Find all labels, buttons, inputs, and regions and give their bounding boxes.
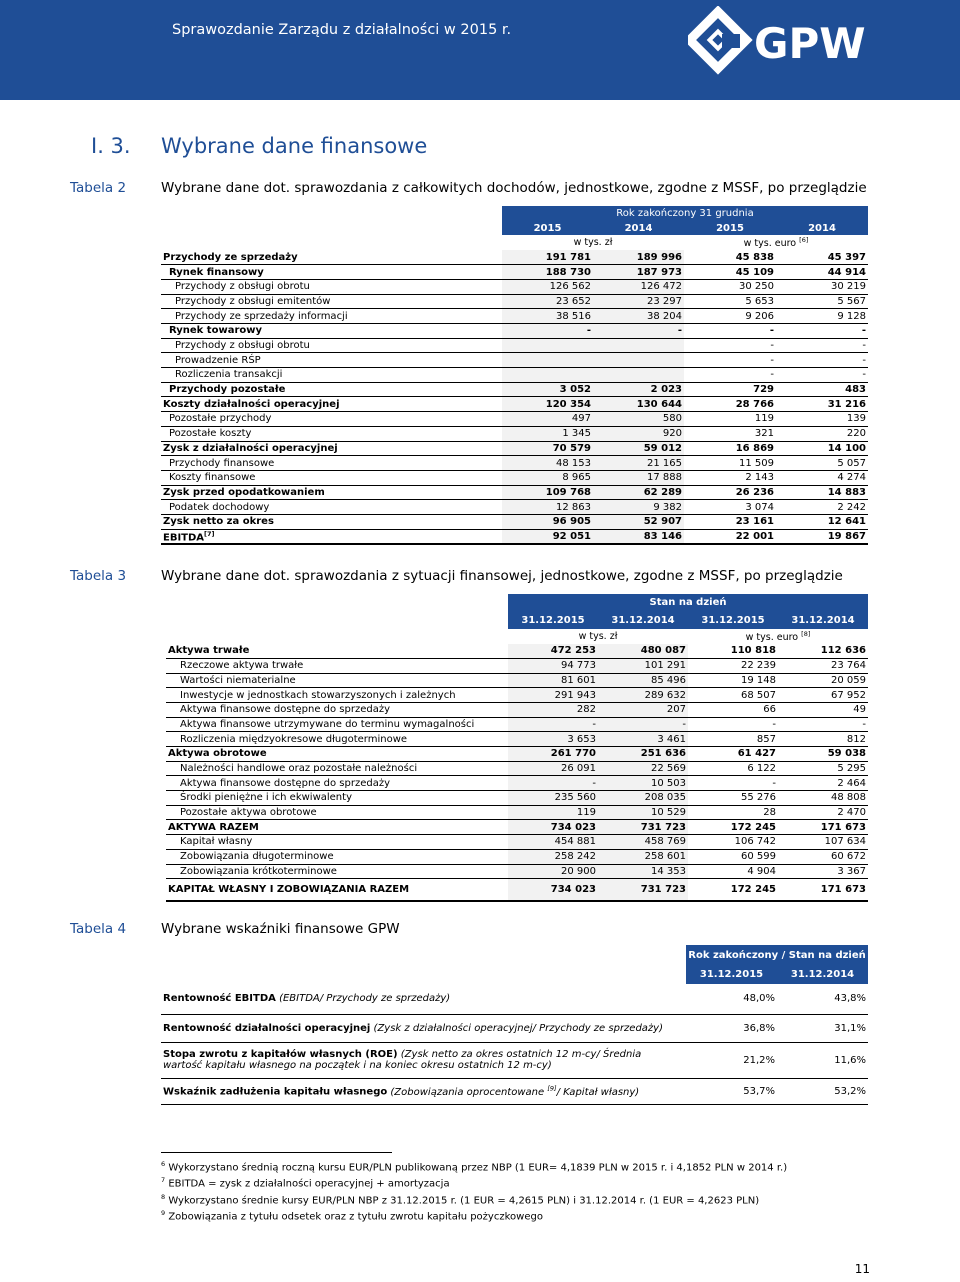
- table-row: [166, 688, 868, 703]
- cell-value: 207: [598, 702, 688, 717]
- cell-value: 10 503: [598, 776, 688, 791]
- table-row: [161, 426, 868, 441]
- table4-date: 31.12.2014: [777, 965, 868, 984]
- cell-value: 291 943: [508, 688, 598, 703]
- footnote-number: 8: [161, 1192, 166, 1201]
- table4-label: Tabela 4: [70, 921, 127, 937]
- cell-value: 110 818: [688, 644, 778, 659]
- table-row: [161, 353, 868, 368]
- table-row: [166, 702, 868, 717]
- cell-value: 920: [593, 426, 684, 441]
- table3: [166, 594, 868, 902]
- table-row: [161, 324, 868, 339]
- row-label: Aktywa trwałe: [166, 644, 508, 659]
- row-label: Aktywa finansowe dostępne do sprzedaży: [166, 702, 508, 717]
- table4-caption: Wybrane wskaźniki finansowe GPW: [161, 921, 400, 937]
- cell-value: 497: [502, 412, 593, 427]
- row-label: Aktywa finansowe utrzymywane do terminu wymagalności: [166, 717, 508, 732]
- table2-label: Tabela 2: [70, 180, 127, 196]
- cell-value: 1 345: [502, 426, 593, 441]
- cell-value: -: [776, 353, 868, 368]
- table3-date: 31.12.2015: [688, 611, 778, 629]
- footnote-text: Wykorzystano średnią roczną kursu EUR/PLN publikowaną przez NBP (1 EUR= 4,1839 PLN w 2015 r. i 4,1852 PLN w 2014 r.): [165, 1162, 788, 1174]
- cell-value: 729: [684, 382, 776, 397]
- cell-value: 107 634: [778, 835, 868, 850]
- cell-value: 109 768: [502, 485, 593, 500]
- row-label: Środki pieniężne i ich ekwiwalenty: [166, 791, 508, 806]
- row-label: Zysk przed opodatkowaniem: [161, 485, 502, 500]
- row-label: AKTYWA RAZEM: [166, 820, 508, 835]
- table-row: [166, 673, 868, 688]
- row-label: Zysk z działalności operacyjnej: [161, 441, 502, 456]
- cell-value: 26 236: [684, 485, 776, 500]
- cell-value: 38 516: [502, 309, 593, 324]
- cell-value: 472 253: [508, 644, 598, 659]
- footnote: [161, 1174, 787, 1190]
- cell-value: 126 562: [502, 279, 593, 294]
- table-row: [166, 791, 868, 806]
- cell-value: -: [502, 324, 593, 339]
- cell-value: 52 907: [593, 514, 684, 529]
- cell-value: 119: [508, 805, 598, 820]
- section-number: I. 3.: [91, 134, 131, 158]
- table3-label: Tabela 3: [70, 568, 127, 584]
- row-label: Koszty finansowe: [161, 470, 502, 485]
- cell-value: -: [684, 338, 776, 353]
- row-label: Pozostałe koszty: [161, 426, 502, 441]
- ratio-value: 21,2%: [743, 1054, 775, 1066]
- row-label: Rozliczenia transakcji: [161, 368, 502, 383]
- table-row: [161, 456, 868, 471]
- table3-unit-eur: w tys. euro [8]: [745, 629, 811, 643]
- table-row: [161, 250, 868, 265]
- cell-value: 282: [508, 702, 598, 717]
- cell-value: 62 289: [593, 485, 684, 500]
- row-label: Zobowiązania długoterminowe: [166, 849, 508, 864]
- cell-value: 22 001: [735, 530, 774, 542]
- cell-value: 22 239: [688, 658, 778, 673]
- row-label: Rzeczowe aktywa trwałe: [166, 658, 508, 673]
- footnote-number: 7: [161, 1176, 166, 1185]
- row-label: Pozostałe przychody: [161, 412, 502, 427]
- cell-value: 20 059: [778, 673, 868, 688]
- ratio-value: 48,0%: [743, 993, 775, 1005]
- table3-group-header: Stan na dzień: [508, 594, 868, 611]
- cell-value: 81 601: [508, 673, 598, 688]
- cell-value: -: [598, 717, 688, 732]
- footnote-text: Wykorzystano średnie kursy EUR/PLN NBP z 31.12.2015 r. (1 EUR = 4,2615 PLN) i 31.12.2014 r. (1 EUR = 4,2623 PLN): [165, 1194, 760, 1206]
- cell-value: 92 051: [502, 529, 593, 544]
- row-label: Rynek finansowy: [161, 265, 502, 280]
- cell-value: 67 952: [778, 688, 868, 703]
- cell-value: 59 012: [593, 441, 684, 456]
- table3-date: 31.12.2015: [508, 611, 598, 629]
- cell-value: 48 808: [778, 791, 868, 806]
- cell-value: 20 900: [508, 864, 598, 879]
- ratio-value: 36,8%: [743, 1022, 775, 1034]
- cell-value: 83 146: [593, 529, 684, 544]
- cell-value: 96 905: [502, 514, 593, 529]
- table2: [161, 206, 868, 545]
- cell-value: 171 673: [778, 820, 868, 835]
- table-row: [161, 529, 868, 544]
- row-label: Przychody ze sprzedaży informacji: [161, 309, 502, 324]
- cell-value: 187 973: [593, 265, 684, 280]
- cell-value: -: [776, 338, 868, 353]
- cell-value: -: [508, 717, 598, 732]
- cell-value: 31 216: [776, 397, 868, 412]
- cell-value: [502, 353, 593, 368]
- row-label: Koszty działalności operacyjnej: [161, 397, 502, 412]
- table3-unit-pln: w tys. zł: [578, 630, 618, 642]
- cell-value: 220: [776, 426, 868, 441]
- cell-value: 94 773: [508, 658, 598, 673]
- row-label: Przychody z obsługi obrotu: [161, 338, 502, 353]
- header-title: Sprawozdanie Zarządu z działalności w 2015 r.: [172, 22, 512, 38]
- cell-value: 5 295: [778, 761, 868, 776]
- cell-value: 812: [778, 732, 868, 747]
- cell-value: 45 109: [684, 265, 776, 280]
- cell-value: 38 204: [593, 309, 684, 324]
- ratio-row: Rentowność EBITDA (EBITDA/ Przychody ze sprzedaży): [163, 993, 451, 1005]
- cell-value: 4 274: [776, 470, 868, 485]
- cell-value: 208 035: [598, 791, 688, 806]
- table-row: [166, 805, 868, 820]
- cell-value: 3 074: [684, 500, 776, 515]
- cell-value: 68 507: [688, 688, 778, 703]
- ratio-value: 11,6%: [834, 1054, 866, 1066]
- cell-value: [593, 368, 684, 383]
- ratio-row: Stopa zwrotu z kapitałów własnych (ROE) (Zysk netto za okres ostatnich 12 m-cy/ Średnia wartość kapitału własnego na początek i na koniec okresu ostatnich 12 m-cy): [163, 1049, 642, 1071]
- table2-year: 2014: [593, 221, 684, 236]
- cell-value: -: [508, 776, 598, 791]
- cell-value: 188 730: [502, 265, 593, 280]
- table3-date: 31.12.2014: [598, 611, 688, 629]
- table-row: [161, 382, 868, 397]
- cell-value: 45 397: [776, 250, 868, 265]
- cell-value: 731 723: [598, 879, 688, 901]
- table-row: [161, 279, 868, 294]
- row-label: Przychody z obsługi emitentów: [161, 294, 502, 309]
- cell-value: 14 353: [598, 864, 688, 879]
- footnote-text: Zobowiązania z tytułu odsetek oraz z tytułu zwrotu kapitału pożyczkowego: [165, 1211, 543, 1223]
- cell-value: 70 579: [502, 441, 593, 456]
- cell-value: 258 242: [508, 849, 598, 864]
- row-label: Wartości niematerialne: [166, 673, 508, 688]
- table-row: [166, 732, 868, 747]
- cell-value: 2 464: [778, 776, 868, 791]
- section-title: [91, 134, 427, 158]
- row-label: Przychody finansowe: [161, 456, 502, 471]
- table2-unit-eur: w tys. euro [6]: [743, 236, 809, 250]
- cell-value: -: [688, 776, 778, 791]
- page-number: 11: [854, 1262, 870, 1276]
- cell-value: 21 165: [593, 456, 684, 471]
- cell-value: 23 161: [684, 514, 776, 529]
- ratio-row: Rentowność działalności operacyjnej (Zysk z działalności operacyjnej/ Przychody ze sprzedaży): [163, 1022, 663, 1034]
- cell-value: 4 904: [688, 864, 778, 879]
- cell-value: 120 354: [502, 397, 593, 412]
- row-label: Należności handlowe oraz pozostałe należności: [166, 761, 508, 776]
- cell-value: 458 769: [598, 835, 688, 850]
- footnote-text: EBITDA = zysk z działalności operacyjnej + amortyzacja: [165, 1178, 450, 1190]
- cell-value: 9 128: [776, 309, 868, 324]
- cell-value: 258 601: [598, 849, 688, 864]
- cell-value: 28 766: [684, 397, 776, 412]
- table-row: [166, 849, 868, 864]
- cell-value: -: [684, 324, 776, 339]
- cell-value: 251 636: [598, 747, 688, 762]
- cell-value: 5 653: [684, 294, 776, 309]
- cell-value: 9 382: [593, 500, 684, 515]
- cell-value: 580: [593, 412, 684, 427]
- cell-value: 17 888: [593, 470, 684, 485]
- table2-group-header: Rok zakończony 31 grudnia: [502, 206, 868, 221]
- row-label: Zysk netto za okres: [161, 514, 502, 529]
- gpw-logo: [688, 6, 888, 76]
- cell-value: 23 297: [593, 294, 684, 309]
- table4: [161, 945, 868, 1105]
- page-header: [0, 0, 960, 100]
- cell-value: 59 038: [778, 747, 868, 762]
- cell-value: 23 764: [778, 658, 868, 673]
- cell-value: -: [688, 717, 778, 732]
- cell-value: [593, 353, 684, 368]
- cell-value: 16 869: [684, 441, 776, 456]
- table4-date: 31.12.2015: [686, 965, 777, 984]
- cell-value: 126 472: [593, 279, 684, 294]
- table-row: [161, 294, 868, 309]
- table-row: [166, 644, 868, 659]
- cell-value: 28: [688, 805, 778, 820]
- cell-value: 12 863: [502, 500, 593, 515]
- table-row: [166, 761, 868, 776]
- table2-unit-pln: w tys. zł: [573, 237, 613, 249]
- row-label: Przychody ze sprzedaży: [161, 250, 502, 265]
- cell-value: 321: [684, 426, 776, 441]
- table2-year: 2015: [502, 221, 593, 236]
- cell-value: 10 529: [598, 805, 688, 820]
- cell-value: 19 148: [688, 673, 778, 688]
- cell-value: 66: [688, 702, 778, 717]
- footnote-number: 9: [161, 1208, 166, 1217]
- logo-text: GPW: [754, 19, 866, 68]
- cell-value: 5 567: [776, 294, 868, 309]
- cell-value: -: [776, 368, 868, 383]
- cell-value: 85 496: [598, 673, 688, 688]
- cell-value: 14 100: [776, 441, 868, 456]
- table3-caption: Wybrane dane dot. sprawozdania z sytuacji finansowej, jednostkowe, zgodne z MSSF, po przeglądzie: [161, 568, 843, 584]
- footnotes: [161, 1158, 787, 1223]
- cell-value: 61 427: [688, 747, 778, 762]
- table-row: [166, 820, 868, 835]
- table-row: [161, 309, 868, 324]
- table-row: [166, 658, 868, 673]
- cell-value: 60 672: [778, 849, 868, 864]
- cell-value: 49: [778, 702, 868, 717]
- cell-value: 172 245: [688, 879, 778, 901]
- cell-value: 55 276: [688, 791, 778, 806]
- cell-value: 22 569: [598, 761, 688, 776]
- cell-value: -: [776, 324, 868, 339]
- cell-value: 9 206: [684, 309, 776, 324]
- table-row: [161, 338, 868, 353]
- table-row: [166, 835, 868, 850]
- table-row: [166, 776, 868, 791]
- section-title-text: Wybrane dane finansowe: [161, 134, 428, 158]
- row-label: Rynek towarowy: [161, 324, 502, 339]
- cell-value: 101 291: [598, 658, 688, 673]
- ratio-value: 43,8%: [834, 993, 866, 1005]
- table-row: [161, 441, 868, 456]
- table-row: [161, 470, 868, 485]
- table-row: [161, 485, 868, 500]
- cell-value: 11 509: [684, 456, 776, 471]
- row-label: EBITDA[7]: [163, 529, 215, 543]
- table-row: [166, 747, 868, 762]
- row-label: Przychody pozostałe: [161, 382, 502, 397]
- row-label: KAPITAŁ WŁASNY I ZOBOWIĄZANIA RAZEM: [166, 879, 508, 901]
- cell-value: 3 461: [598, 732, 688, 747]
- row-label: Prowadzenie RŚP: [161, 353, 502, 368]
- row-label: Aktywa obrotowe: [166, 747, 508, 762]
- table-row: [166, 717, 868, 732]
- cell-value: 2 143: [684, 470, 776, 485]
- cell-value: 139: [776, 412, 868, 427]
- cell-value: 112 636: [778, 644, 868, 659]
- cell-value: 6 122: [688, 761, 778, 776]
- cell-value: [502, 338, 593, 353]
- cell-value: 480 087: [598, 644, 688, 659]
- cell-value: 731 723: [598, 820, 688, 835]
- row-label: Rozliczenia międzyokresowe długoterminowe: [166, 732, 508, 747]
- ratio-row: Wskaźnik zadłużenia kapitału własnego (Zobowiązania oprocentowane [9]/ Kapitał własny): [163, 1084, 640, 1098]
- table-row: [166, 879, 868, 901]
- table2-year: 2015: [684, 221, 776, 236]
- cell-value: 857: [688, 732, 778, 747]
- cell-value: 261 770: [508, 747, 598, 762]
- table-row: [161, 397, 868, 412]
- cell-value: 2 023: [593, 382, 684, 397]
- cell-value: [593, 338, 684, 353]
- footnote-separator: [161, 1152, 392, 1153]
- cell-value: 130 644: [593, 397, 684, 412]
- cell-value: 8 965: [502, 470, 593, 485]
- cell-value: 45 838: [684, 250, 776, 265]
- row-label: Inwestycje w jednostkach stowarzyszonych i zależnych: [166, 688, 508, 703]
- row-label: Pozostałe aktywa obrotowe: [166, 805, 508, 820]
- cell-value: 734 023: [508, 820, 598, 835]
- cell-value: 2 242: [776, 500, 868, 515]
- cell-value: 191 781: [502, 250, 593, 265]
- cell-value: 3 052: [502, 382, 593, 397]
- row-label: Aktywa finansowe dostępne do sprzedaży: [166, 776, 508, 791]
- ratio-value: 53,7%: [743, 1085, 775, 1097]
- cell-value: 5 057: [776, 456, 868, 471]
- cell-value: [502, 368, 593, 383]
- footnote-number: 6: [161, 1160, 166, 1168]
- row-label: Zobowiązania krótkoterminowe: [166, 864, 508, 879]
- cell-value: 44 914: [776, 265, 868, 280]
- cell-value: 3 653: [508, 732, 598, 747]
- cell-value: 172 245: [688, 820, 778, 835]
- table4-group-header: Rok zakończony / Stan na dzień: [686, 945, 868, 965]
- table-row: [166, 864, 868, 879]
- cell-value: 189 996: [593, 250, 684, 265]
- cell-value: -: [778, 717, 868, 732]
- cell-value: 235 560: [508, 791, 598, 806]
- cell-value: -: [593, 324, 684, 339]
- footnote: [161, 1207, 787, 1223]
- cell-value: 171 673: [778, 879, 868, 901]
- row-label: Kapitał własny: [166, 835, 508, 850]
- cell-value: -: [684, 353, 776, 368]
- table3-date: 31.12.2014: [778, 611, 868, 629]
- cell-value: 23 652: [502, 294, 593, 309]
- cell-value: 12 641: [776, 514, 868, 529]
- table-row: [161, 514, 868, 529]
- cell-value: 483: [776, 382, 868, 397]
- cell-value: 106 742: [688, 835, 778, 850]
- cell-value: 30 250: [684, 279, 776, 294]
- table-row: [161, 500, 868, 515]
- cell-value: 30 219: [776, 279, 868, 294]
- cell-value: 454 881: [508, 835, 598, 850]
- table-row: [161, 412, 868, 427]
- cell-value: 60 599: [688, 849, 778, 864]
- ratio-value: 53,2%: [834, 1085, 866, 1097]
- cell-value: 2 470: [778, 805, 868, 820]
- ratio-value: 31,1%: [834, 1022, 866, 1034]
- cell-value: 119: [684, 412, 776, 427]
- cell-value: 289 632: [598, 688, 688, 703]
- footnote: [161, 1158, 787, 1174]
- cell-value: -: [684, 368, 776, 383]
- cell-value: 734 023: [508, 879, 598, 901]
- cell-value: 48 153: [502, 456, 593, 471]
- cell-value: 3 367: [778, 864, 868, 879]
- row-label: Przychody z obsługi obrotu: [161, 279, 502, 294]
- table-row: [161, 368, 868, 383]
- cell-value: 26 091: [508, 761, 598, 776]
- cell-value: 19 867: [827, 530, 866, 542]
- row-label: Podatek dochodowy: [161, 500, 502, 515]
- table2-caption: Wybrane dane dot. sprawozdania z całkowitych dochodów, jednostkowe, zgodne z MSSF, po przeglądzie: [161, 180, 867, 196]
- table2-year: 2014: [776, 221, 868, 236]
- table-row: [161, 265, 868, 280]
- footnote: [161, 1191, 787, 1207]
- cell-value: 14 883: [776, 485, 868, 500]
